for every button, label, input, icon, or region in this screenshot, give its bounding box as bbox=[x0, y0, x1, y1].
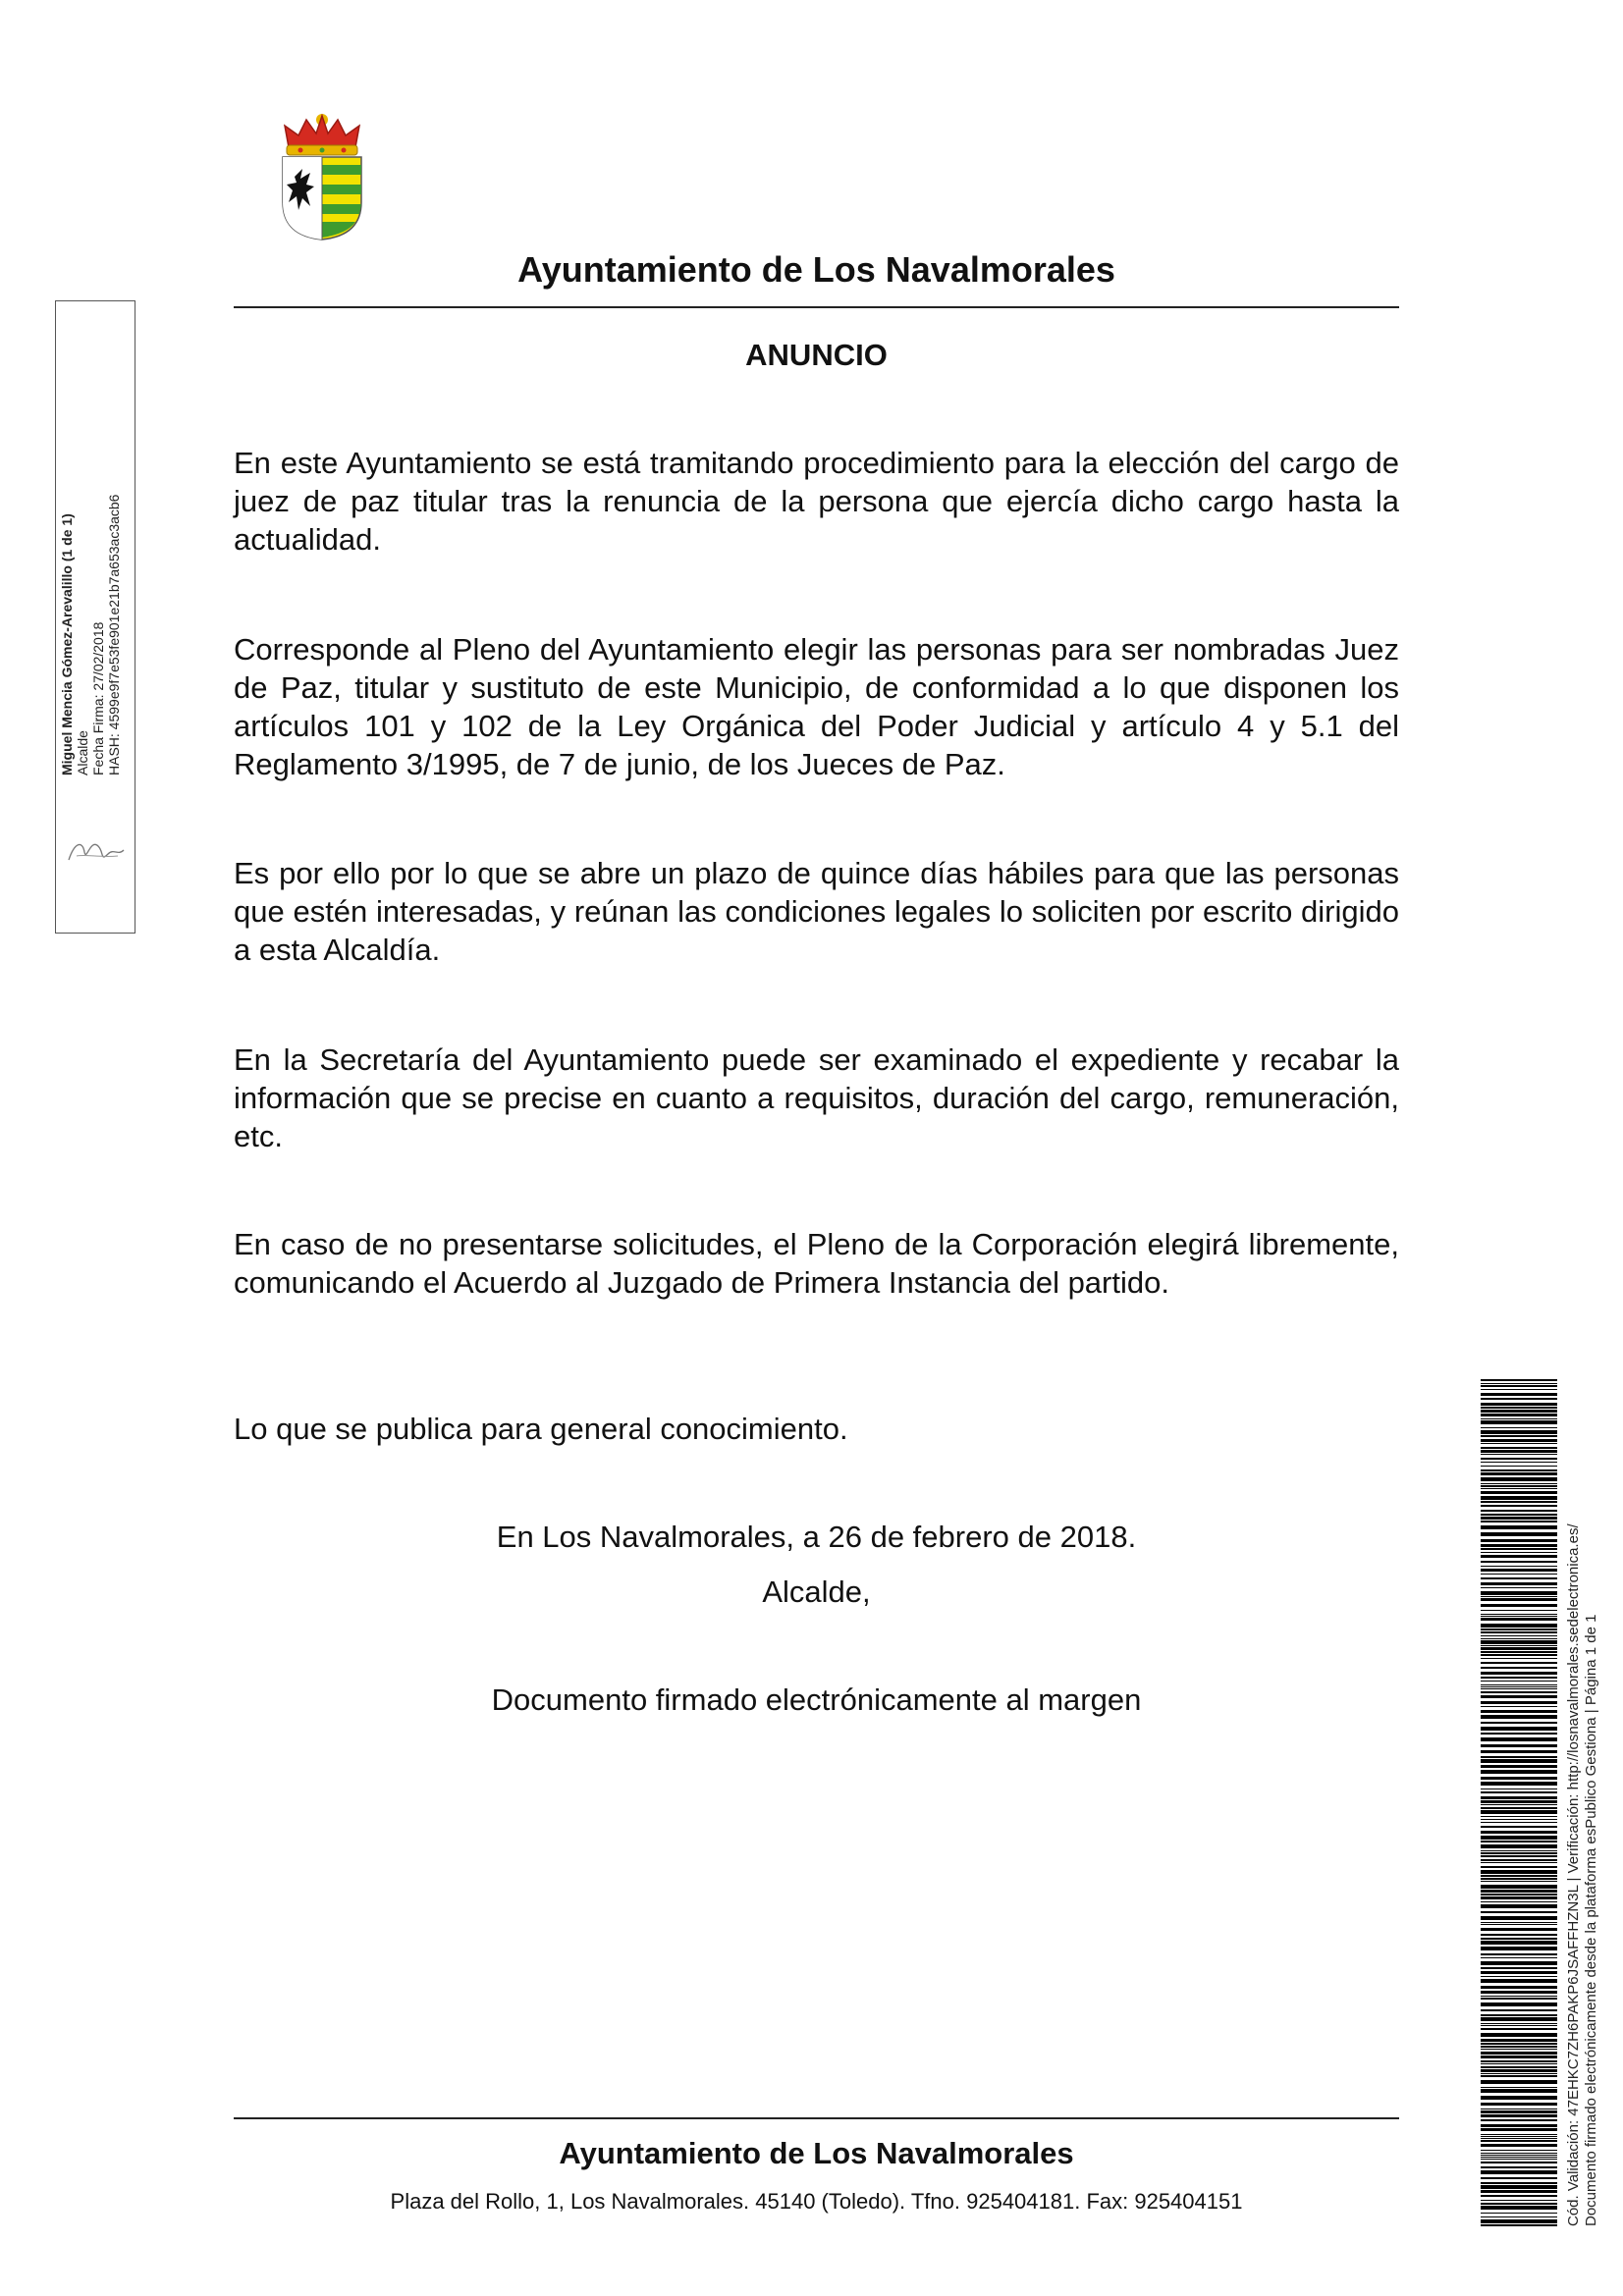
barcode-bar bbox=[1481, 2144, 1557, 2147]
barcode-bar bbox=[1481, 1501, 1557, 1503]
barcode-bar bbox=[1481, 1844, 1557, 1848]
barcode-bar bbox=[1481, 2009, 1557, 2011]
verification-text bbox=[1565, 1362, 1600, 2226]
barcode-bar bbox=[1481, 1548, 1557, 1550]
barcode-bar bbox=[1481, 1896, 1557, 1899]
barcode-bar bbox=[1481, 1631, 1557, 1633]
barcode-bar bbox=[1481, 1485, 1557, 1487]
barcode-bar bbox=[1481, 2017, 1557, 2021]
barcode-bar bbox=[1481, 1681, 1557, 1682]
barcode-bar bbox=[1481, 2136, 1557, 2137]
signed-note: Documento firmado electrónicamente al margen bbox=[491, 1682, 1142, 1717]
barcode-bar bbox=[1481, 1727, 1557, 1731]
barcode-bar bbox=[1481, 1667, 1557, 1669]
barcode-bar bbox=[1481, 1604, 1557, 1607]
barcode-bar bbox=[1481, 1616, 1557, 1617]
barcode-bar bbox=[1481, 1569, 1557, 1572]
barcode-bar bbox=[1481, 1491, 1557, 1494]
document-heading: ANUNCIO bbox=[745, 338, 888, 372]
barcode-bar bbox=[1481, 2063, 1557, 2064]
barcode-bar bbox=[1481, 1638, 1557, 1639]
barcode-bar bbox=[1481, 1414, 1557, 1416]
barcode-bar bbox=[1481, 1407, 1557, 1409]
barcode-bar bbox=[1481, 1750, 1557, 1753]
barcode-bar bbox=[1481, 1640, 1557, 1644]
paragraph-2: Corresponde al Pleno del Ayuntamiento elegir las personas para ser nombradas Juez de Paz, titular y sustituto de este Municipio, de conformidad a lo que disponen los artículos 101 y 102 de la Ley Orgánica del Poder Judicial y artículo 4 y 5.1 del Reglamento 3/1995, de 7 de junio, de los Jueces de Paz. bbox=[234, 632, 1399, 781]
barcode-bar bbox=[1481, 2069, 1557, 2072]
barcode-bar bbox=[1481, 1439, 1557, 1442]
barcode-bar bbox=[1481, 1598, 1557, 1601]
barcode-bar bbox=[1481, 1544, 1557, 1547]
barcode-bar bbox=[1481, 1924, 1557, 1925]
barcode-bar bbox=[1481, 1658, 1557, 1659]
barcode-bar bbox=[1481, 1737, 1557, 1741]
barcode-bar bbox=[1481, 1804, 1557, 1805]
barcode-bar bbox=[1481, 1996, 1557, 1997]
barcode-bar bbox=[1481, 1677, 1557, 1679]
paragraph-3: Es por ello por lo que se abre un plazo de quince días hábiles para que las personas que estén interesadas, y reúnan las condiciones legales lo soliciten por escrito dirigido a esta Alcaldía. bbox=[234, 856, 1399, 967]
barcode-bar bbox=[1481, 1859, 1557, 1861]
barcode-bar bbox=[1481, 2028, 1557, 2030]
barcode-bar bbox=[1481, 1662, 1557, 1664]
barcode-bar bbox=[1481, 2138, 1557, 2139]
barcode-bar bbox=[1481, 2073, 1557, 2074]
barcode-bar bbox=[1481, 1885, 1557, 1889]
barcode-bar bbox=[1481, 1635, 1557, 1636]
validation-code: Cód. Validación: 47EHKC7ZH6PAKP6JSAFFHZN3L | Verificación: http://losnavalmorales.sedelectronica.es/ bbox=[1565, 1523, 1582, 2226]
barcode-bar bbox=[1481, 2182, 1557, 2184]
barcode-bar bbox=[1481, 1831, 1557, 1834]
barcode-bar bbox=[1481, 1998, 1557, 2000]
barcode-bar bbox=[1481, 1722, 1557, 1724]
barcode-bar bbox=[1481, 1389, 1557, 1390]
barcode-bar bbox=[1481, 2170, 1557, 2174]
barcode-bar bbox=[1481, 1496, 1557, 1500]
barcode-bar bbox=[1481, 1618, 1557, 1621]
signature-date: Fecha Firma: 27/02/2018 bbox=[90, 621, 106, 775]
barcode-bar bbox=[1481, 1403, 1557, 1406]
barcode-bar bbox=[1481, 1878, 1557, 1880]
barcode-bar bbox=[1481, 2087, 1557, 2088]
barcode-bar bbox=[1481, 1706, 1557, 1707]
barcode-bar bbox=[1481, 2056, 1557, 2058]
barcode-bar bbox=[1481, 1947, 1557, 1950]
barcode-bar bbox=[1481, 1566, 1557, 1567]
barcode-bar bbox=[1481, 2157, 1557, 2158]
barcode-bar bbox=[1481, 1552, 1557, 1553]
barcode-bar bbox=[1481, 1379, 1557, 1381]
barcode-bar bbox=[1481, 1555, 1557, 1558]
barcode-bar bbox=[1481, 1822, 1557, 1823]
barcode-bar bbox=[1481, 2134, 1557, 2135]
barcode-bar bbox=[1481, 1574, 1557, 1575]
barcode-bar bbox=[1481, 1701, 1557, 1704]
barcode-bar bbox=[1481, 1894, 1557, 1896]
barcode-bar bbox=[1481, 1941, 1557, 1945]
handwritten-signature-icon bbox=[61, 832, 130, 868]
barcode-bar bbox=[1481, 1986, 1557, 1989]
barcode-bar bbox=[1481, 1695, 1557, 1698]
coat-of-arms-icon bbox=[271, 108, 373, 241]
barcode-bar bbox=[1481, 1855, 1557, 1857]
barcode-bar bbox=[1481, 1624, 1557, 1628]
barcode-bar bbox=[1481, 1991, 1557, 1994]
barcode-bar bbox=[1481, 1454, 1557, 1455]
barcode-bar bbox=[1481, 1928, 1557, 1931]
barcode-bar bbox=[1481, 2155, 1557, 2156]
barcode-bar bbox=[1481, 1744, 1557, 1747]
barcode-bar bbox=[1481, 1521, 1557, 1522]
barcode-bar bbox=[1481, 1477, 1557, 1481]
barcode-bar bbox=[1481, 1816, 1557, 1817]
barcode-bar bbox=[1481, 1807, 1557, 1809]
barcode-bar bbox=[1481, 1866, 1557, 1868]
signer-name: Miguel Mencia Gómez-Arevalillo (1 de 1) bbox=[59, 513, 75, 775]
barcode-bar bbox=[1481, 1862, 1557, 1863]
barcode-bar bbox=[1481, 1645, 1557, 1646]
signature-stamp-text bbox=[59, 422, 122, 775]
barcode-bar bbox=[1481, 1791, 1557, 1793]
barcode-bar bbox=[1481, 2177, 1557, 2179]
barcode-bar bbox=[1481, 2190, 1557, 2193]
barcode-bar bbox=[1481, 1890, 1557, 1893]
barcode-bar bbox=[1481, 1836, 1557, 1840]
barcode-bar bbox=[1481, 1561, 1557, 1563]
barcode-bar bbox=[1481, 1904, 1557, 1908]
barcode-bar bbox=[1481, 1976, 1557, 1977]
barcode-bar bbox=[1481, 1922, 1557, 1923]
barcode-bar bbox=[1481, 1398, 1557, 1400]
barcode-bar bbox=[1481, 1443, 1557, 1444]
barcode-bar bbox=[1481, 1488, 1557, 1489]
barcode-bar bbox=[1481, 1684, 1557, 1685]
barcode-bar bbox=[1481, 1651, 1557, 1653]
barcode-bar bbox=[1481, 1517, 1557, 1520]
barcode-bar bbox=[1481, 2049, 1557, 2050]
barcode-bar bbox=[1481, 1756, 1557, 1758]
barcode-bar bbox=[1481, 1427, 1557, 1428]
footer-title: Ayuntamiento de Los Navalmorales bbox=[559, 2136, 1074, 2170]
paragraph-6: Lo que se publica para general conocimiento. bbox=[234, 1412, 848, 1446]
barcode-bar bbox=[1481, 1961, 1557, 1965]
barcode-bar bbox=[1481, 1901, 1557, 1902]
barcode-bar bbox=[1481, 1715, 1557, 1719]
barcode-bar bbox=[1481, 1539, 1557, 1542]
barcode-bar bbox=[1481, 1770, 1557, 1774]
barcode-bar bbox=[1481, 2089, 1557, 2093]
barcode-bar bbox=[1481, 1870, 1557, 1874]
barcode-bar bbox=[1481, 2043, 1557, 2045]
platform-note: Documento firmado electrónicamente desde la plataforma esPublico Gestiona | Página 1 de 1 bbox=[1583, 1614, 1599, 2226]
place-date: En Los Navalmorales, a 26 de febrero de 2018. bbox=[496, 1520, 1137, 1554]
barcode-bar bbox=[1481, 1850, 1557, 1851]
barcode-bar bbox=[1481, 1466, 1557, 1467]
barcode-bar bbox=[1481, 1647, 1557, 1650]
barcode-bar bbox=[1481, 2039, 1557, 2042]
barcode-bar bbox=[1481, 1875, 1557, 1877]
barcode-bar bbox=[1481, 1447, 1557, 1449]
barcode-bar bbox=[1481, 1810, 1557, 1814]
barcode-bar bbox=[1481, 1505, 1557, 1507]
barcode-bar bbox=[1481, 1800, 1557, 1803]
barcode-bar bbox=[1481, 2185, 1557, 2189]
barcode-bar bbox=[1481, 1435, 1557, 1437]
barcode-bar bbox=[1481, 1688, 1557, 1689]
barcode-bar bbox=[1481, 1691, 1557, 1693]
barcode-bar bbox=[1481, 2153, 1557, 2154]
barcode-bar bbox=[1481, 2200, 1557, 2201]
barcode-bar bbox=[1481, 1765, 1557, 1768]
barcode-bar bbox=[1481, 2114, 1557, 2117]
barcode-bar bbox=[1481, 1383, 1557, 1384]
barcode-bar bbox=[1481, 2025, 1557, 2026]
barcode-bar bbox=[1481, 1826, 1557, 1828]
barcode-bar bbox=[1481, 1819, 1557, 1820]
barcode-bar bbox=[1481, 1934, 1557, 1936]
barcode-bar bbox=[1481, 2150, 1557, 2151]
barcode-bar bbox=[1481, 1591, 1557, 1595]
barcode-bar bbox=[1481, 2140, 1557, 2142]
barcode-bar bbox=[1481, 1841, 1557, 1842]
barcode-bar bbox=[1481, 1654, 1557, 1656]
signature-hash: HASH: 4599e9f7e53fe901e21b7a653ac3acb6 bbox=[106, 494, 122, 775]
barcode-bar bbox=[1481, 1450, 1557, 1453]
barcode-bar bbox=[1481, 2066, 1557, 2068]
barcode-bar bbox=[1481, 1953, 1557, 1955]
barcode-bar bbox=[1481, 2119, 1557, 2121]
barcode-icon bbox=[1481, 1379, 1557, 2227]
header-divider bbox=[234, 306, 1399, 308]
signer-role: Alcalde, bbox=[762, 1575, 871, 1609]
barcode-bar bbox=[1481, 2046, 1557, 2048]
barcode-bar bbox=[1481, 1410, 1557, 1413]
barcode-bar bbox=[1481, 1938, 1557, 1940]
barcode-bar bbox=[1481, 1469, 1557, 1471]
paragraph-1: En este Ayuntamiento se está tramitando procedimiento para la elección del cargo de juez de paz titular tras la renuncia de la persona que ejercía dicho cargo hasta la actualidad. bbox=[234, 446, 1399, 557]
barcode-bar bbox=[1481, 2075, 1557, 2077]
barcode-bar bbox=[1481, 1483, 1557, 1484]
barcode-bar bbox=[1481, 2166, 1557, 2168]
barcode-bar bbox=[1481, 1759, 1557, 1763]
barcode-bar bbox=[1481, 2080, 1557, 2084]
barcode-bar bbox=[1481, 2162, 1557, 2163]
barcode-bar bbox=[1481, 1614, 1557, 1615]
barcode-bar bbox=[1481, 1777, 1557, 1780]
barcode-bar bbox=[1481, 1686, 1557, 1687]
barcode-bar bbox=[1481, 2103, 1557, 2106]
barcode-bar bbox=[1481, 1916, 1557, 1920]
barcode-bar bbox=[1481, 1514, 1557, 1516]
barcode-bar bbox=[1481, 1979, 1557, 1983]
barcode-bar bbox=[1481, 1577, 1557, 1579]
barcode-bar bbox=[1481, 1911, 1557, 1913]
paragraph-5: En caso de no presentarse solicitudes, el Pleno de la Corporación elegirá libremente, comunicando el Acuerdo al Juzgado de Primera Instancia del partido. bbox=[234, 1227, 1399, 1300]
barcode-bar bbox=[1481, 1672, 1557, 1675]
barcode-bar bbox=[1481, 1733, 1557, 1735]
paragraph-4: En la Secretaría del Ayuntamiento puede ser examinado el expediente y recabar la información que se precise en cuanto a requisitos, duración del cargo, remuneración, etc. bbox=[234, 1042, 1399, 1153]
barcode-bar bbox=[1481, 2206, 1557, 2210]
barcode-bar bbox=[1481, 1393, 1557, 1396]
barcode-bar bbox=[1481, 2096, 1557, 2100]
barcode-bar bbox=[1481, 1462, 1557, 1463]
barcode-bar bbox=[1481, 1957, 1557, 1958]
barcode-bar bbox=[1481, 2033, 1557, 2037]
footer-address: Plaza del Rollo, 1, Los Navalmorales. 45140 (Toledo). Tfno. 925404181. Fax: 925404151 bbox=[390, 2189, 1243, 2214]
barcode-bar bbox=[1481, 1852, 1557, 1854]
barcode-bar bbox=[1481, 2213, 1557, 2214]
barcode-bar bbox=[1481, 1525, 1557, 1529]
barcode-bar bbox=[1481, 1458, 1557, 1460]
barcode-bar bbox=[1481, 2060, 1557, 2062]
barcode-bar bbox=[1481, 1971, 1557, 1974]
barcode-bar bbox=[1481, 2219, 1557, 2223]
barcode-bar bbox=[1481, 1420, 1557, 1424]
signer-role-stamp: Alcalde bbox=[75, 730, 90, 775]
barcode-bar bbox=[1481, 1582, 1557, 1585]
barcode-bar bbox=[1481, 1967, 1557, 1969]
barcode-bar bbox=[1481, 2195, 1557, 2197]
barcode-bar bbox=[1481, 1629, 1557, 1630]
barcode-bar bbox=[1481, 2124, 1557, 2127]
barcode-bar bbox=[1481, 1782, 1557, 1786]
barcode-bar bbox=[1481, 1532, 1557, 1536]
barcode-bar bbox=[1481, 1587, 1557, 1588]
barcode-bar bbox=[1481, 1881, 1557, 1882]
barcode-bar bbox=[1481, 1385, 1557, 1387]
barcode-bar bbox=[1481, 2159, 1557, 2160]
barcode-bar bbox=[1481, 1472, 1557, 1475]
barcode-bar bbox=[1481, 2128, 1557, 2131]
barcode-bar bbox=[1481, 1710, 1557, 1713]
barcode-bar bbox=[1481, 2052, 1557, 2055]
barcode-bar bbox=[1481, 1610, 1557, 1611]
barcode-bar bbox=[1481, 1430, 1557, 1434]
barcode-bar bbox=[1481, 1796, 1557, 1799]
barcode-bar bbox=[1481, 2216, 1557, 2217]
footer-divider bbox=[234, 2117, 1399, 2119]
page-title: Ayuntamiento de Los Navalmorales bbox=[517, 249, 1115, 290]
barcode-bar bbox=[1481, 2014, 1557, 2016]
barcode-bar bbox=[1481, 2110, 1557, 2113]
barcode-bar bbox=[1481, 1418, 1557, 1419]
barcode-bar bbox=[1481, 2002, 1557, 2006]
barcode-bar bbox=[1481, 1596, 1557, 1597]
barcode-bar bbox=[1481, 2203, 1557, 2205]
barcode-bar bbox=[1481, 2023, 1557, 2024]
barcode-bar bbox=[1481, 1510, 1557, 1512]
barcode-bar bbox=[1481, 2224, 1557, 2226]
